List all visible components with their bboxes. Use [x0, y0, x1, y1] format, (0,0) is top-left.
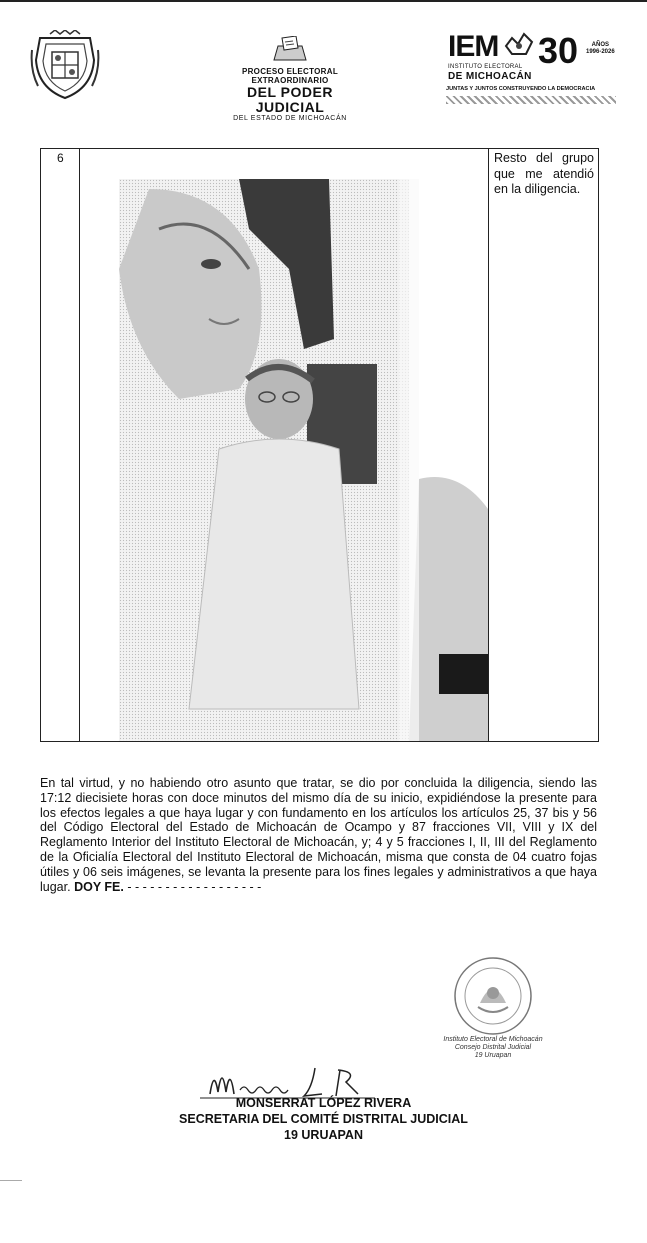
pej-line2: EXTRAORDINARIO	[251, 76, 329, 85]
iem-logo	[446, 30, 616, 108]
top-border	[0, 0, 647, 2]
stamp-text	[418, 1036, 568, 1060]
column-divider	[488, 149, 489, 741]
anniversary-years: 1996-2026	[586, 49, 615, 55]
doy-fe: DOY FE.	[74, 879, 124, 894]
row-number: 6	[57, 151, 64, 165]
iem-institute: INSTITUTO ELECTORAL	[448, 64, 523, 70]
ballot-box-icon	[272, 36, 308, 62]
closing-paragraph	[40, 776, 597, 894]
proceso-electoral-logo	[225, 36, 355, 122]
michoacan-coat-of-arms-icon	[30, 30, 100, 102]
pej-line4: DEL ESTADO DE MICHOACÁN	[233, 115, 347, 122]
closing-paragraph-text: En tal virtud, y no habiendo otro asunto que tratar, se dio por concluida la diligencia, siendo las 17:12 diecisiete horas con doce minutos del mismo día de su inicio, expidiéndose la presente para los efectos legales a que haya lugar y con fundamento en los artículos los artículos 25, 37 bis y 56 del Código Electoral del Estado de Michoacán de Ocampo y 87 fracciones VII, VIII y IX del Reglamento Interior del Instituto Electoral de Michoacán, y; 4 y 5 fracciones I, II, III del Reglamento de la Oficialía Electoral del Instituto Electoral de Michoacán, misma que consta de 04 cuatro fojas útiles y 06 seis imágenes, se levanta la presente para los fines legales y administrativos a que haya lugar.	[40, 776, 597, 894]
iem-slogan: JUNTAS Y JUNTOS CONSTRUYENDO LA DEMOCRACIA	[446, 86, 596, 92]
filler-dashes: - - - - - - - - - - - - - - - - - -	[127, 879, 262, 894]
photo-description: Resto del grupo que me atendió en la diligencia.	[494, 151, 594, 196]
stamp-line3: 19 Uruapan	[474, 1052, 512, 1059]
official-seal-stamp-icon	[452, 955, 534, 1037]
evidence-photo	[119, 149, 488, 741]
number-column	[41, 149, 80, 741]
decorative-stripe	[446, 96, 616, 104]
anniversary-label	[586, 42, 615, 56]
pej-line3: DEL PODER JUDICIAL	[247, 84, 333, 115]
evidence-table	[40, 148, 599, 742]
signer-office: 19 URUAPAN	[284, 1128, 363, 1142]
anniversary-label-text: AÑOS	[591, 42, 610, 48]
signature-block	[130, 1095, 517, 1143]
iem-emblem-icon	[504, 32, 534, 58]
anniversary-number: 30	[538, 30, 579, 71]
pej-line1: PROCESO ELECTORAL	[241, 67, 339, 76]
signer-name: MONSERRAT LÓPEZ RIVERA	[235, 1096, 412, 1110]
stamp-line1: Instituto Electoral de Michoacán	[443, 1036, 543, 1043]
iem-state: DE MICHOACÁN	[448, 71, 532, 82]
scan-mark	[0, 1180, 22, 1181]
signer-title: SECRETARIA DEL COMITÉ DISTRITAL JUDICIAL	[179, 1112, 468, 1126]
stamp-line2: Consejo Distrital Judicial	[454, 1044, 532, 1051]
iem-acronym: IEM	[448, 30, 499, 63]
